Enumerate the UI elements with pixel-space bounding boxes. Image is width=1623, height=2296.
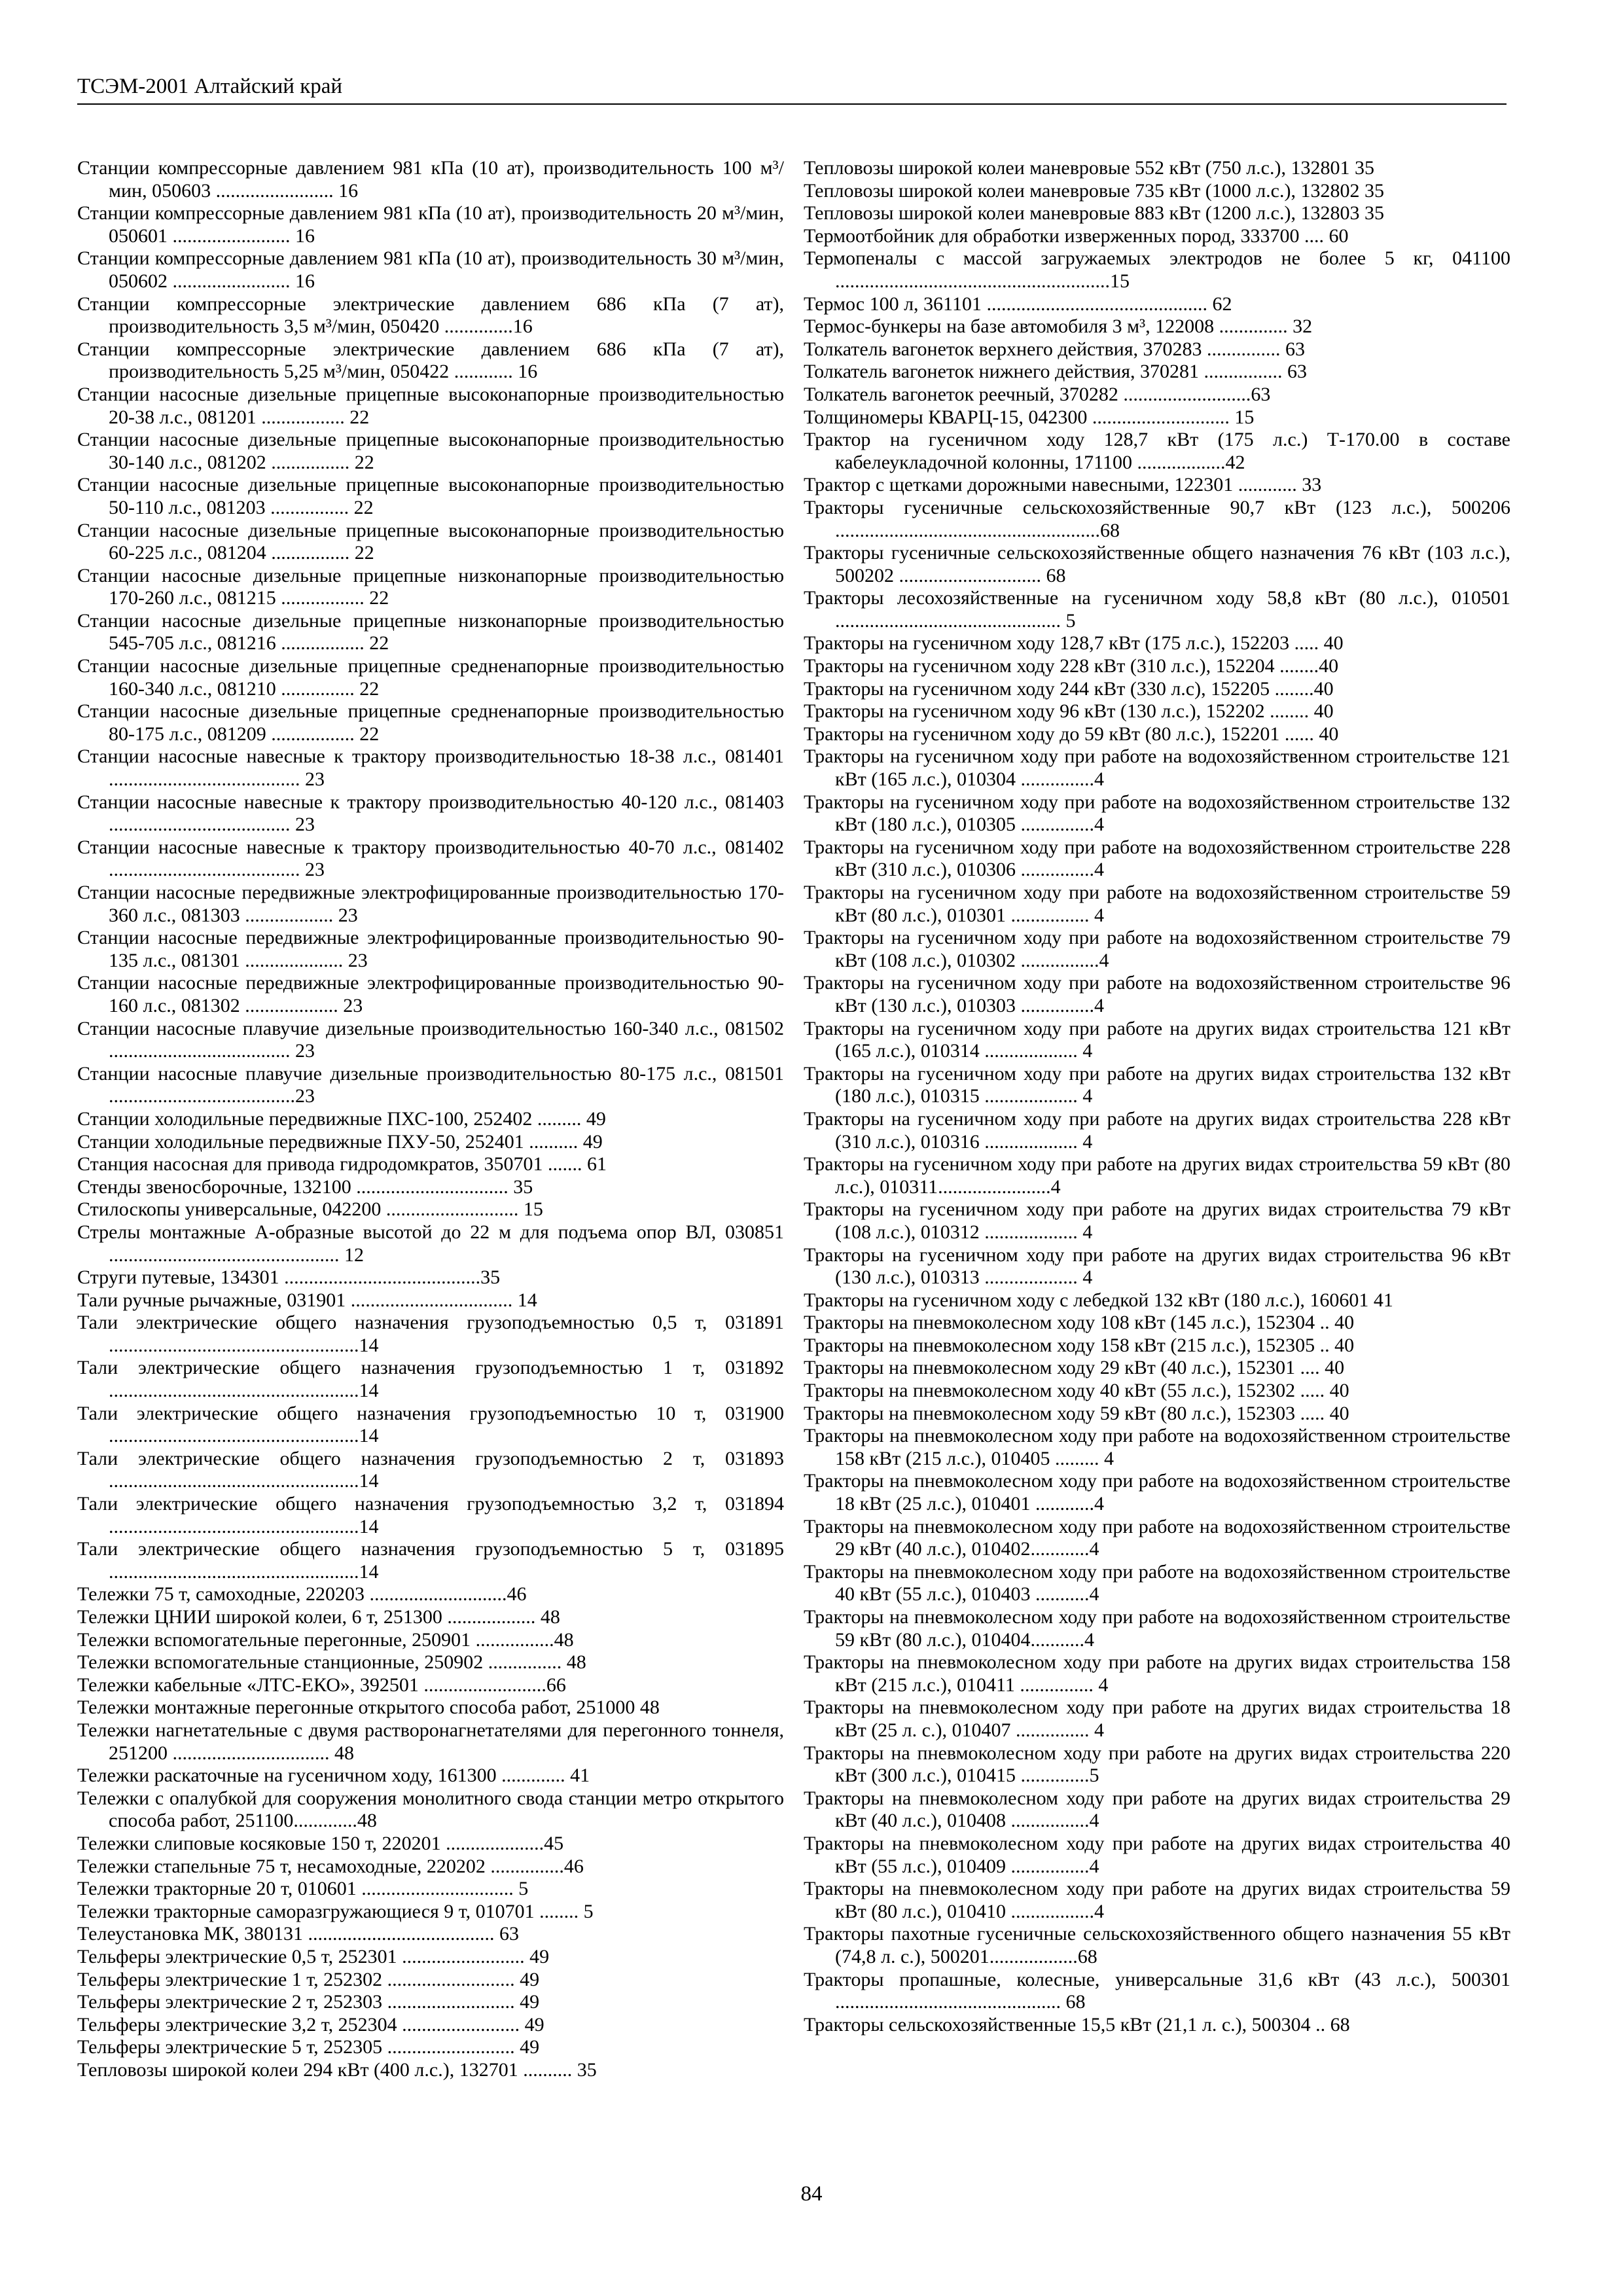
- page-number: 84: [800, 2182, 823, 2206]
- index-entry: Станции насосные дизельные прицепные высоконапорные производительностью 60-225 л.с., 081204 ................ 22: [77, 519, 784, 564]
- index-entry: Тракторы на пневмоколесном ходу при работе на водохозяйственном строительстве 158 кВт (215 л.с.), 010405 ......... 4: [804, 1425, 1510, 1469]
- index-entry: Тележки 75 т, самоходные, 220203 ............................46: [77, 1583, 527, 1605]
- index-entry: Станции насосные навесные к трактору производительностью 18-38 л.с., 081401 ....................................... 23: [77, 745, 784, 791]
- index-column-right: [804, 157, 1510, 2036]
- index-entry: Станции насосные дизельные прицепные высоконапорные производительностью 30-140 л.с., 081202 ................ 22: [77, 429, 784, 473]
- index-entry: Тракторы на гусеничном ходу с лебедкой 132 кВт (180 л.с.), 160601 41: [804, 1289, 1393, 1311]
- index-entry: Тракторы на пневмоколесном ходу при работе на других видах строительства 29 кВт (40 л.с.), 010408 ................4: [804, 1787, 1510, 1832]
- index-entry: Стилоскопы универсальные, 042200 ........................... 15: [77, 1198, 543, 1221]
- index-entry: Станции насосные передвижные электрофицированные производительностью 90-135 л.с., 081301 .................... 23: [77, 927, 784, 971]
- index-entry: Тележки тракторные саморазгружающиеся 9 т, 010701 ........ 5: [77, 1900, 594, 1922]
- index-entry: Тали ручные рычажные, 031901 ................................. 14: [77, 1289, 537, 1311]
- index-entry: Тали электрические общего назначения грузоподъемностью 5 т, 031895 ...................................................14: [77, 1538, 784, 1583]
- index-entry: Тележки с опалубкой для сооружения монолитного свода станции метро открытого способа работ, 251100.............48: [77, 1787, 784, 1832]
- index-entry: Тракторы на гусеничном ходу 96 кВт (130 л.с.), 152202 ........ 40: [804, 700, 1334, 723]
- index-entry: Станции насосные навесные к трактору производительностью 40-120 л.с., 081403 ..................................... 23: [77, 791, 784, 836]
- index-entry: Станции насосные дизельные прицепные низконапорные производительностью 545-705 л.с., 081216 ................. 22: [77, 609, 784, 655]
- index-entry: Тепловозы широкой колеи маневровые 552 кВт (750 л.с.), 132801 35: [804, 157, 1374, 179]
- index-entry: Тракторы на гусеничном ходу при работе на водохозяйственном строительстве 59 кВт (80 л.с.), 010301 ................ 4: [804, 882, 1510, 926]
- index-entry: Тракторы на гусеничном ходу 128,7 кВт (175 л.с.), 152203 ..... 40: [804, 632, 1344, 655]
- index-entry: Тали электрические общего назначения грузоподъемностью 3,2 т, 031894 ...................................................14: [77, 1493, 784, 1537]
- index-entry: Тележки вспомогательные станционные, 250902 ............... 48: [77, 1651, 586, 1674]
- index-entry: Станции насосные плавучие дизельные производительностью 160-340 л.с., 081502 ..................................... 23: [77, 1017, 784, 1062]
- index-entry: Станции компрессорные давлением 981 кПа (10 ат), производительность 30 м³/мин, 050602 ........................ 16: [77, 247, 784, 292]
- index-entry: Тракторы на пневмоколесном ходу при работе на водохозяйственном строительстве 29 кВт (40 л.с.), 010402............4: [804, 1515, 1510, 1560]
- index-entry: Станции насосные передвижные электрофицированные производительностью 170-360 л.с., 081303 .................. 23: [77, 882, 784, 926]
- index-entry: Станции холодильные передвижные ПХС-100, 252402 ......... 49: [77, 1107, 606, 1130]
- index-entry: Станции компрессорные давлением 981 кПа (10 ат), производительность 20 м³/мин, 050601 ........................ 16: [77, 202, 784, 247]
- index-entry: Тракторы на гусеничном ходу при работе на водохозяйственном строительстве 79 кВт (108 л.с.), 010302 ................4: [804, 927, 1510, 971]
- index-entry: Тележки нагнетательные с двумя растворонагнетателями для перегонного тоннеля, 251200 ................................ 48: [77, 1719, 784, 1764]
- index-entry: Тракторы гусеничные сельскохозяйственные 90,7 кВт (123 л.с.), 500206 ......................................................68: [804, 496, 1510, 541]
- index-entry: Станции насосные навесные к трактору производительностью 40-70 л.с., 081402 ....................................... 23: [77, 836, 784, 881]
- index-entry: Тали электрические общего назначения грузоподъемностью 2 т, 031893 ...................................................14: [77, 1447, 784, 1492]
- index-entry: Станции насосные плавучие дизельные производительностью 80-175 л.с., 081501 ......................................23: [77, 1062, 784, 1107]
- index-entry: Трактор на гусеничном ходу 128,7 кВт (175 л.с.) Т-170.00 в составе кабелеукладочной колонны, 171100 ..................42: [804, 429, 1510, 473]
- index-entry: Тельферы электрические 3,2 т, 252304 ........................ 49: [77, 2013, 544, 2036]
- index-entry: Станции насосные передвижные электрофицированные производительностью 90-160 л.с., 081302 ................... 23: [77, 972, 784, 1016]
- index-entry: Тали электрические общего назначения грузоподъемностью 1 т, 031892 ...................................................14: [77, 1357, 784, 1402]
- index-entry: Термопеналы с массой загружаемых электродов не более 5 кг, 041100 ........................................................15: [804, 247, 1510, 292]
- index-entry: Термос 100 л, 361101 ............................................. 62: [804, 293, 1232, 315]
- index-entry: Стенды звеносборочные, 132100 ............................... 35: [77, 1175, 533, 1198]
- index-entry: Станции насосные дизельные прицепные высоконапорные производительностью 20-38 л.с., 081201 ................. 22: [77, 383, 784, 428]
- index-entry: Трактор с щетками дорожными навесными, 122301 ............ 33: [804, 474, 1322, 496]
- index-entry: Тракторы на пневмоколесном ходу 158 кВт (215 л.с.), 152305 .. 40: [804, 1334, 1355, 1356]
- index-entry: Толкатель вагонеток верхнего действия, 370283 ............... 63: [804, 338, 1305, 360]
- index-entry: Тельферы электрические 2 т, 252303 .......................... 49: [77, 1991, 540, 2013]
- index-entry: Тракторы на пневмоколесном ходу при работе на водохозяйственном строительстве 18 кВт (25 л.с.), 010401 ............4: [804, 1470, 1510, 1515]
- index-entry: Тельферы электрические 1 т, 252302 .......................... 49: [77, 1968, 540, 1990]
- index-entry: Тележки слиповые косяковые 150 т, 220201 ....................45: [77, 1832, 564, 1854]
- index-entry: Струги путевые, 134301 ........................................35: [77, 1266, 501, 1289]
- index-entry: Тележки ЦНИИ широкой колеи, 6 т, 251300 .................. 48: [77, 1606, 560, 1628]
- index-column-left: [77, 157, 784, 2081]
- index-entry: Тракторы на гусеничном ходу 228 кВт (310 л.с.), 152204 ........40: [804, 655, 1339, 677]
- index-entry: Тракторы на пневмоколесном ходу при работе на других видах строительства 59 кВт (80 л.с.), 010410 .................4: [804, 1878, 1510, 1922]
- index-entry: Тельферы электрические 5 т, 252305 .......................... 49: [77, 2036, 540, 2058]
- index-entry: Тракторы на пневмоколесном ходу при работе на других видах строительства 18 кВт (25 л. с.), 010407 ............... 4: [804, 1696, 1510, 1741]
- index-entry: Тракторы на гусеничном ходу при работе на водохозяйственном строительстве 228 кВт (310 л.с.), 010306 ...............4: [804, 836, 1510, 881]
- index-entry: Тракторы на пневмоколесном ходу 40 кВт (55 л.с.), 152302 ..... 40: [804, 1380, 1349, 1402]
- index-entry: Толкатель вагонеток нижнего действия, 370281 ................ 63: [804, 361, 1308, 383]
- index-entry: Тракторы пахотные гусеничные сельскохозяйственного общего назначения 55 кВт (74,8 л. с.), 500201..................68: [804, 1923, 1510, 1967]
- index-entry: Станции компрессорные электрические давлением 686 кПа (7 ат), производительность 3,5 м³/мин, 050420 ..............16: [77, 293, 784, 338]
- index-entry: Тракторы на пневмоколесном ходу 108 кВт (145 л.с.), 152304 .. 40: [804, 1312, 1355, 1334]
- index-entry: Тележки стапельные 75 т, несамоходные, 220202 ...............46: [77, 1855, 584, 1877]
- index-entry: Тракторы на пневмоколесном ходу при работе на других видах строительства 158 кВт (215 л.с.), 010411 ............... 4: [804, 1651, 1510, 1696]
- index-entry: Станция насосная для привода гидродомкратов, 350701 ....... 61: [77, 1153, 607, 1175]
- index-entry: Тележки вспомогательные перегонные, 250901 ................48: [77, 1628, 574, 1651]
- index-entry: Тракторы на гусеничном ходу до 59 кВт (80 л.с.), 152201 ...... 40: [804, 723, 1339, 745]
- index-entry: Тракторы гусеничные сельскохозяйственные общего назначения 76 кВт (103 л.с.), 500202 ............................. 68: [804, 542, 1510, 586]
- index-entry: Термос-бункеры на базе автомобиля 3 м³, 122008 .............. 32: [804, 315, 1313, 338]
- index-entry: Тракторы на гусеничном ходу при работе на других видах строительства 79 кВт (108 л.с.), 010312 ................... 4: [804, 1198, 1510, 1243]
- index-entry: Тракторы на гусеничном ходу при работе на других видах строительства 228 кВт (310 л.с.), 010316 ................... 4: [804, 1107, 1510, 1153]
- index-entry: Тракторы на гусеничном ходу при работе на водохозяйственном строительстве 121 кВт (165 л.с.), 010304 ...............4: [804, 745, 1510, 791]
- index-entry: Станции насосные дизельные прицепные высоконапорные производительностью 50-110 л.с., 081203 ................ 22: [77, 474, 784, 518]
- index-entry: Тракторы на гусеничном ходу при работе на других видах строительства 132 кВт (180 л.с.), 010315 ................... 4: [804, 1062, 1510, 1107]
- index-entry: Станции насосные дизельные прицепные средненапорные производительностью 80-175 л.с., 081209 ................. 22: [77, 700, 784, 745]
- index-entry: Тракторы на гусеничном ходу при работе на водохозяйственном строительстве 96 кВт (130 л.с.), 010303 ...............4: [804, 972, 1510, 1016]
- index-entry: Станции компрессорные давлением 981 кПа (10 ат), производительность 100 м³/мин, 050603 ........................ 16: [77, 157, 784, 202]
- index-entry: Тележки монтажные перегонные открытого способа работ, 251000 48: [77, 1696, 660, 1719]
- index-entry: Станции компрессорные электрические давлением 686 кПа (7 ат), производительность 5,25 м³/мин, 050422 ............ 16: [77, 338, 784, 383]
- index-entry: Толщиномеры КВАРЦ-15, 042300 ............................ 15: [804, 406, 1255, 428]
- index-entry: Тракторы на гусеничном ходу при работе на других видах строительства 59 кВт (80 л.с.), 010311.......................4: [804, 1153, 1510, 1198]
- index-entry: Станции холодильные передвижные ПХУ-50, 252401 .......... 49: [77, 1130, 603, 1153]
- index-entry: Тракторы на пневмоколесном ходу при работе на других видах строительства 220 кВт (300 л.с.), 010415 ..............5: [804, 1742, 1510, 1787]
- index-entry: Тракторы на пневмоколесном ходу 29 кВт (40 л.с.), 152301 .... 40: [804, 1357, 1345, 1379]
- index-entry: Тракторы на пневмоколесном ходу 59 кВт (80 л.с.), 152303 ..... 40: [804, 1402, 1349, 1424]
- index-entry: Тележки раскаточные на гусеничном ходу, 161300 ............. 41: [77, 1765, 590, 1787]
- index-entry: Тали электрические общего назначения грузоподъемностью 0,5 т, 031891 ...................................................14: [77, 1312, 784, 1356]
- index-entry: Тали электрические общего назначения грузоподъемностью 10 т, 031900 ...................................................14: [77, 1402, 784, 1447]
- page-header: [77, 73, 1507, 105]
- index-entry: Тракторы на гусеничном ходу при работе на других видах строительства 121 кВт (165 л.с.), 010314 ................... 4: [804, 1017, 1510, 1062]
- index-entry: Станции насосные дизельные прицепные низконапорные производительностью 170-260 л.с., 081215 ................. 22: [77, 564, 784, 609]
- index-entry: Тепловозы широкой колеи маневровые 883 кВт (1200 л.с.), 132803 35: [804, 202, 1384, 224]
- index-entry: Тракторы на гусеничном ходу 244 кВт (330 л.с), 152205 ........40: [804, 677, 1334, 700]
- index-entry: Тракторы сельскохозяйственные 15,5 кВт (21,1 л. с.), 500304 .. 68: [804, 2013, 1350, 2036]
- index-entry: Тележки кабельные «ЛТС-ЕКО», 392501 .........................66: [77, 1674, 566, 1696]
- index-entry: Тракторы на пневмоколесном ходу при работе на других видах строительства 40 кВт (55 л.с.), 010409 ................4: [804, 1832, 1510, 1877]
- index-entry: Тракторы лесохозяйственные на гусеничном ходу 58,8 кВт (80 л.с.), 010501 .............................................. 5: [804, 587, 1510, 632]
- index-entry: Станции насосные дизельные прицепные средненапорные производительностью 160-340 л.с., 081210 ............... 22: [77, 655, 784, 700]
- index-entry: Тракторы пропашные, колесные, универсальные 31,6 кВт (43 л.с.), 500301 .............................................. 68: [804, 1968, 1510, 2013]
- index-entry: Тракторы на пневмоколесном ходу при работе на водохозяйственном строительстве 40 кВт (55 л.с.), 010403 ...........4: [804, 1560, 1510, 1605]
- index-entry: Тракторы на гусеничном ходу при работе на других видах строительства 96 кВт (130 л.с.), 010313 ................... 4: [804, 1244, 1510, 1289]
- index-entry: Термоотбойник для обработки изверженных пород, 333700 .... 60: [804, 224, 1349, 247]
- index-entry: Тепловозы широкой колеи 294 кВт (400 л.с.), 132701 .......... 35: [77, 2058, 597, 2081]
- index-entry: Тракторы на пневмоколесном ходу при работе на водохозяйственном строительстве 59 кВт (80 л.с.), 010404...........4: [804, 1606, 1510, 1651]
- index-entry: Тельферы электрические 0,5 т, 252301 ......................... 49: [77, 1945, 550, 1967]
- index-entry: Тракторы на гусеничном ходу при работе на водохозяйственном строительстве 132 кВт (180 л.с.), 010305 ...............4: [804, 791, 1510, 836]
- index-entry: Телеустановка МК, 380131 ...................................... 63: [77, 1923, 519, 1945]
- index-entry: Толкатель вагонеток реечный, 370282 ..........................63: [804, 383, 1271, 405]
- page-header-title: ТСЭМ-2001 Алтайский край: [77, 75, 343, 98]
- index-entry: Стрелы монтажные А-образные высотой до 22 м для подъема опор ВЛ, 030851 ............................................... 12: [77, 1221, 784, 1266]
- index-entry: Тележки тракторные 20 т, 010601 ............................... 5: [77, 1878, 529, 1900]
- index-entry: Тепловозы широкой колеи маневровые 735 кВт (1000 л.с.), 132802 35: [804, 179, 1384, 202]
